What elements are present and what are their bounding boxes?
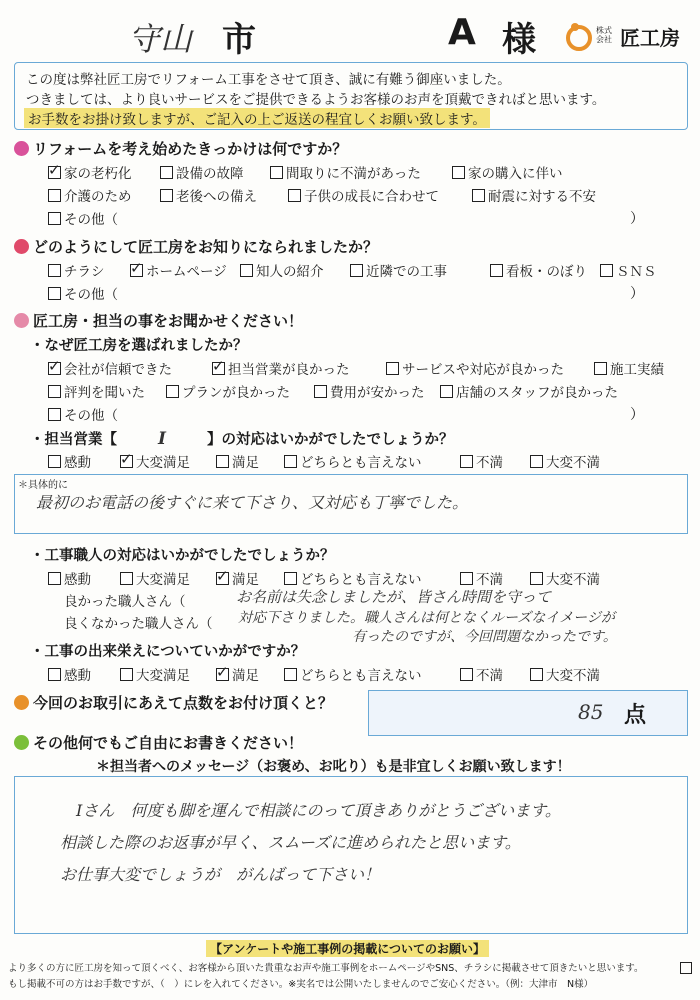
q4-title-text: 今回のお取引にあえて点数をお付け頂くと？ bbox=[33, 694, 334, 712]
q3-sub2-option[interactable]: ✓ 大変満足 bbox=[120, 451, 190, 471]
q3-sub3-option[interactable]: 感動 bbox=[48, 568, 91, 588]
q1-option-other[interactable]: その他（ bbox=[48, 208, 118, 228]
q3-title bbox=[14, 310, 303, 331]
q3-sub2-option[interactable]: 大変不満 bbox=[530, 451, 600, 471]
q3-sub1: ・なぜ匠工房を選ばれましたか？ bbox=[30, 338, 248, 354]
q3-sub4-option[interactable]: どちらとも言えない bbox=[284, 664, 422, 684]
bad-craftsman-label: 良くなかった職人さん（ bbox=[64, 616, 213, 632]
q3-sub4: ・工事の出来栄えについていかがですか？ bbox=[30, 644, 306, 660]
paren-close: ） bbox=[630, 407, 644, 423]
checkbox[interactable] bbox=[216, 455, 229, 468]
flower-icon bbox=[14, 239, 29, 254]
q3-title-text: 匠工房・担当の事をお聞かせください！ bbox=[33, 312, 304, 330]
checkbox[interactable] bbox=[48, 362, 61, 375]
q1-title bbox=[14, 138, 347, 159]
checkbox[interactable] bbox=[386, 362, 399, 375]
q2-title bbox=[14, 236, 378, 257]
q3-sub2-option[interactable]: 満足 bbox=[216, 451, 259, 471]
detail-label: ＊具体的に bbox=[18, 480, 68, 491]
checkbox[interactable] bbox=[120, 572, 133, 585]
checkbox[interactable] bbox=[314, 385, 327, 398]
sales-rep-name: I bbox=[158, 429, 166, 449]
q3-sub2-option[interactable]: どちらとも言えない bbox=[284, 451, 422, 471]
q3-sub4-option[interactable]: 不満 bbox=[460, 664, 503, 684]
q2-title-text: どのようにして匠工房をお知りになられましたか？ bbox=[33, 238, 379, 256]
message-line-2: 相談した際のお返事が早く、スムーズに進められたと思います。 bbox=[60, 833, 521, 852]
good-craftsman-label: 良かった職人さん（ bbox=[64, 594, 186, 610]
intro-line-1: この度は弊社匠工房でリフォーム工事をさせて頂き、誠に有難う御座いました。 bbox=[26, 72, 511, 88]
q3-option[interactable]: 評判を聞いた bbox=[48, 381, 145, 401]
score-value: 85 bbox=[578, 700, 604, 724]
checkbox[interactable] bbox=[452, 166, 465, 179]
checkbox[interactable] bbox=[48, 455, 61, 468]
checkbox[interactable] bbox=[48, 189, 61, 202]
checkbox[interactable] bbox=[240, 264, 253, 277]
q1-option[interactable]: 子供の成長に合わせて bbox=[288, 185, 439, 205]
q3-sub3-option[interactable]: 大変満足 bbox=[120, 568, 190, 588]
checkbox[interactable] bbox=[594, 362, 607, 375]
checkbox[interactable] bbox=[48, 264, 61, 277]
customer-name: A bbox=[448, 12, 476, 53]
q3-sub4-option[interactable]: 大変不満 bbox=[530, 664, 600, 684]
q3-sub4-option[interactable]: 大変満足 bbox=[120, 664, 190, 684]
checkbox[interactable] bbox=[284, 455, 297, 468]
checkbox[interactable] bbox=[530, 572, 543, 585]
checkbox[interactable] bbox=[130, 264, 143, 277]
bad-craftsman-text: 対応下さりました。職人さんは何となくルーズなイメージが bbox=[238, 610, 615, 626]
q4-title bbox=[14, 692, 333, 713]
q1-option[interactable]: 老後への備え bbox=[160, 185, 257, 205]
checkbox[interactable] bbox=[48, 385, 61, 398]
checkbox[interactable] bbox=[48, 408, 61, 421]
q1-option[interactable]: 耐震に対する不安 bbox=[472, 185, 596, 205]
flower-icon bbox=[14, 735, 29, 750]
message-line-1: Iさん 何度も脚を運んで相談にのって頂きありがとうございます。 bbox=[76, 801, 561, 820]
q2-option-other[interactable]: その他（ bbox=[48, 283, 118, 303]
sub2-prefix: ・担当営業【 bbox=[30, 432, 117, 448]
checkbox[interactable] bbox=[284, 572, 297, 585]
logo-mark-icon bbox=[564, 20, 594, 52]
checkbox[interactable] bbox=[460, 668, 473, 681]
checkbox[interactable] bbox=[160, 166, 173, 179]
detail-text: 最初のお電話の後すぐに来て下さり、又対応も丁寧でした。 bbox=[36, 493, 469, 512]
q2-option[interactable]: ＳＮＳ bbox=[600, 260, 657, 280]
flower-icon bbox=[14, 141, 29, 156]
checkbox[interactable] bbox=[120, 668, 133, 681]
q3-option[interactable]: サービスや対応が良かった bbox=[386, 358, 564, 378]
checkbox[interactable] bbox=[216, 572, 229, 585]
q2-option[interactable]: 近隣での工事 bbox=[350, 260, 447, 280]
sub2-suffix: 】の対応はいかがでしたでしょうか？ bbox=[207, 432, 454, 448]
q3-sub2-option[interactable]: 不満 bbox=[460, 451, 503, 471]
q3-option[interactable]: 施工実績 bbox=[594, 358, 664, 378]
q3-option[interactable]: プランが良かった bbox=[166, 381, 290, 401]
checkbox[interactable] bbox=[216, 668, 229, 681]
city-handwritten: 守山 bbox=[128, 20, 193, 58]
q3-sub2 bbox=[30, 428, 454, 449]
q3-sub4-option[interactable]: 感動 bbox=[48, 664, 91, 684]
q5-note: ＊担当者へのメッセージ（お褒め、お叱り）も是非宜しくお願い致します！ bbox=[96, 759, 571, 775]
checkbox[interactable] bbox=[530, 668, 543, 681]
company-logo bbox=[564, 20, 694, 56]
checkbox[interactable] bbox=[472, 189, 485, 202]
company-prefix: 株式会社 bbox=[596, 26, 612, 44]
checkbox[interactable] bbox=[530, 455, 543, 468]
q3-option-other[interactable]: その他（ bbox=[48, 404, 118, 424]
q1-option[interactable]: 間取りに不満があった bbox=[270, 162, 421, 182]
q3-sub3-option[interactable]: ✓ 満足 bbox=[216, 568, 259, 588]
q3-option[interactable]: ✓会社が信頼できた bbox=[48, 358, 172, 378]
checkbox[interactable] bbox=[48, 212, 61, 225]
intro-line-3: お手数をお掛け致しますが、ご記入の上ご返送の程宜しくお願い致します。 bbox=[24, 108, 490, 128]
q5-title bbox=[14, 732, 303, 753]
checkbox[interactable] bbox=[166, 385, 179, 398]
flower-icon bbox=[14, 695, 29, 710]
city-suffix: 市 bbox=[222, 20, 256, 60]
q3-option[interactable]: ✓ 担当営業が良かった bbox=[212, 358, 350, 378]
q3-sub3-option[interactable]: 不満 bbox=[460, 568, 503, 588]
checkbox[interactable] bbox=[460, 455, 473, 468]
checkbox[interactable] bbox=[120, 455, 133, 468]
q2-option[interactable]: ✓ ホームページ bbox=[130, 260, 227, 280]
company-name: 匠工房 bbox=[620, 26, 680, 50]
checkbox[interactable] bbox=[288, 189, 301, 202]
checkbox[interactable] bbox=[270, 166, 283, 179]
bad-craftsman-text-2: 有ったのですが、今回問題なかったです。 bbox=[352, 629, 617, 645]
score-unit: 点 bbox=[624, 703, 647, 728]
checkbox[interactable] bbox=[160, 189, 173, 202]
q3-sub3: ・工事職人の対応はいかがでしたでしょうか？ bbox=[30, 548, 335, 564]
checkbox[interactable] bbox=[440, 385, 453, 398]
q1-option[interactable]: 設備の故障 bbox=[160, 162, 244, 182]
q1-option[interactable]: 介護のため bbox=[48, 185, 132, 205]
paren-close: ） bbox=[630, 286, 644, 302]
q1-title-text: リフォームを考え始めたきっかけは何ですか？ bbox=[33, 140, 348, 158]
footer-line-2: もし掲載不可の方はお手数ですが、（ ）にレを入れてください。※実名では公開いたしませんのでご安心ください。（例：大津市 N様） bbox=[8, 979, 594, 990]
checkbox[interactable] bbox=[48, 668, 61, 681]
checkbox[interactable] bbox=[48, 166, 61, 179]
flower-icon bbox=[14, 313, 29, 328]
footer-heading: 【アンケートや施工事例の掲載についてのお願い】 bbox=[206, 940, 489, 957]
q3-sub4-option[interactable]: ✓ 満足 bbox=[216, 664, 259, 684]
message-line-3: お仕事大変でしょうが がんばって下さい！ bbox=[60, 865, 381, 884]
optout-checkbox[interactable] bbox=[680, 962, 692, 974]
q3-sub2-option[interactable]: 感動 bbox=[48, 451, 91, 471]
q3-sub3-option[interactable]: どちらとも言えない bbox=[284, 568, 422, 588]
q2-option[interactable]: チラシ bbox=[48, 260, 105, 280]
q3-option[interactable]: 費用が安かった bbox=[314, 381, 425, 401]
checkbox[interactable] bbox=[350, 264, 363, 277]
q3-option[interactable]: 店舗のスタッフが良かった bbox=[440, 381, 618, 401]
checkbox[interactable] bbox=[48, 287, 61, 300]
checkbox[interactable] bbox=[212, 362, 225, 375]
checkbox[interactable] bbox=[284, 668, 297, 681]
good-craftsman-text: お名前は失念しましたが、皆さん時間を守って bbox=[236, 588, 552, 606]
q3-sub3-option[interactable]: 大変不満 bbox=[530, 568, 600, 588]
checkbox[interactable] bbox=[490, 264, 503, 277]
q1-option[interactable]: ✓家の老朽化 bbox=[48, 162, 132, 182]
customer-suffix: 様 bbox=[502, 20, 536, 60]
paren-close: ） bbox=[630, 211, 644, 227]
q2-option[interactable]: 知人の紹介 bbox=[240, 260, 324, 280]
q1-option[interactable]: 家の購入に伴い bbox=[452, 162, 563, 182]
checkbox[interactable] bbox=[460, 572, 473, 585]
q2-option[interactable]: 看板・のぼり bbox=[490, 260, 587, 280]
checkbox[interactable] bbox=[48, 572, 61, 585]
q5-title-text: その他何でもご自由にお書きください！ bbox=[33, 734, 304, 752]
footer-line-1: より多くの方に匠工房を知って頂くべく、お客様から頂いた貴重なお声や施工事例をホームページやSNS、チラシに掲載させて頂きたいと思います。 bbox=[8, 963, 644, 974]
checkbox[interactable] bbox=[600, 264, 613, 277]
intro-line-2: つきましては、より良いサービスをご提供できるようお客様のお声を頂戴できればと思います。 bbox=[26, 92, 606, 108]
